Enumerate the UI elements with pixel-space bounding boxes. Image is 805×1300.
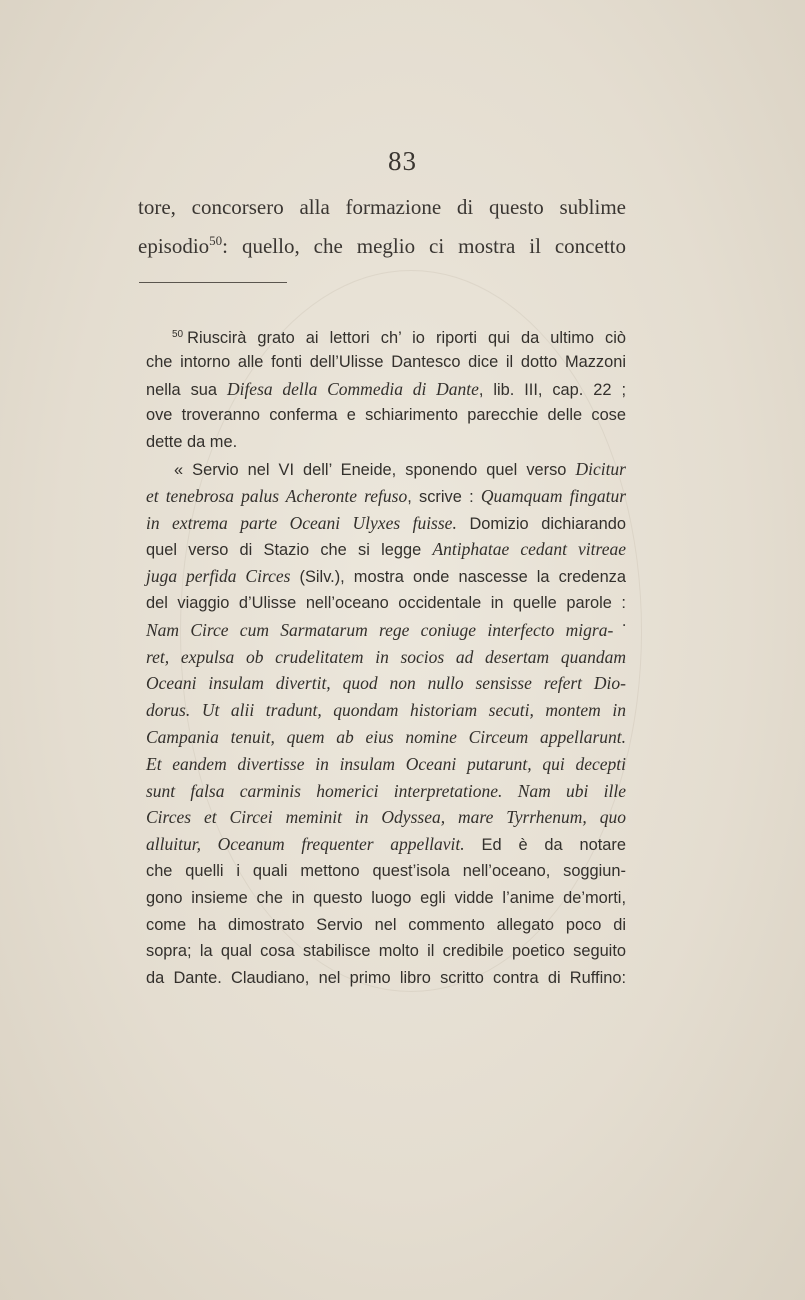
footnote-italic: Dicitur bbox=[575, 458, 626, 479]
footnote-fragment: Riuscirà grato ai lettori ch’ io riporti qui da ultimo ciò bbox=[187, 329, 626, 347]
page-number: 83 bbox=[388, 146, 417, 176]
footnote-line: ove troveranno conferma e schiarimento parecchie delle cose bbox=[146, 406, 626, 425]
footnote-fragment: quel verso di Stazio che si legge bbox=[146, 541, 433, 560]
footnote-line bbox=[146, 456, 626, 483]
footnote-italic-line: Circes et Circei meminit in Odyssea, mare Tyrrhenum, quo bbox=[146, 807, 626, 828]
footnote-separator bbox=[139, 282, 287, 283]
footnote-line bbox=[146, 376, 626, 403]
footnote-line: gono insieme che in questo luogo egli vidde l’anime de’morti, bbox=[146, 888, 626, 907]
footnote-italic-line: sunt falsa carminis homerici interpretatione. Nam ubi ille bbox=[146, 780, 626, 801]
footnote-fragment: , lib. III, cap. 22 ; bbox=[478, 380, 626, 399]
footnote-italic-line: Nam Circe cum Sarmatarum rege coniuge interfecto migra-˙ bbox=[146, 619, 626, 640]
footnote-italic-line: Et eandem divertisse in insulam Oceani putarunt, qui decepti bbox=[146, 753, 626, 774]
footnote-line: sopra; la qual cosa stabilisce molto il credibile poetico seguito bbox=[146, 942, 626, 961]
footnote-italic-line: Campania tenuit, quem ab eius nomine Circeum appellarunt. bbox=[146, 726, 626, 747]
footnote-italic-line: ret, expulsa ob crudelitatem in socios ad desertam quandam bbox=[146, 646, 626, 667]
footnote-line: che quelli i quali mettono quest’isola nell’oceano, soggiun- bbox=[146, 861, 626, 880]
footnote-marker: 50 bbox=[172, 329, 184, 340]
footnote-italic: Quamquam fingatur bbox=[480, 485, 626, 506]
footnote-fragment: , scrive : bbox=[407, 487, 481, 506]
footnote-reference: 50 bbox=[209, 233, 223, 248]
main-text-line: tore, concorsero alla formazione di questo sublime bbox=[138, 195, 626, 219]
footnote-italic-line: Oceani insulam divertit, quod non nullo sensisse refert Dio- bbox=[146, 673, 626, 694]
footnote-italic: et tenebrosa palus Acheronte refuso bbox=[146, 485, 408, 506]
footnote-fragment: (Silv.), mostra onde nascesse la credenza bbox=[290, 568, 626, 587]
footnote-line: dette da me. bbox=[146, 433, 238, 452]
main-text-fragment: : quello, che meglio ci mostra il concetto bbox=[222, 234, 626, 258]
footnote-italic: in extrema parte Oceani Ulyxes fuisse. bbox=[146, 512, 457, 533]
footnote-italic: alluitur, Oceanum frequenter appellavit. bbox=[146, 834, 465, 855]
footnote-line bbox=[146, 510, 626, 537]
footnote bbox=[146, 322, 626, 992]
main-text bbox=[138, 190, 626, 263]
main-text-fragment: episodio bbox=[138, 234, 210, 258]
footnote-line bbox=[146, 563, 626, 590]
footnote-line: del viaggio d’Ulisse nell’oceano occidentale in quelle parole : bbox=[146, 593, 626, 612]
footnote-fragment: Domizio dichiarando bbox=[456, 514, 626, 533]
footnote-italic: juga perfida Circes bbox=[146, 566, 291, 587]
footnote-line: che intorno alle fonti dell’Ulisse Dantesco dice il dotto Mazzoni bbox=[146, 352, 626, 371]
footnote-line bbox=[146, 536, 626, 563]
footnote-fragment: nella sua bbox=[146, 380, 227, 399]
footnote-line bbox=[146, 831, 626, 858]
footnote-line bbox=[146, 322, 626, 349]
footnote-line: come ha dimostrato Servio nel commento allegato poco di bbox=[146, 915, 626, 934]
footnote-fragment: Ed è da notare bbox=[464, 836, 626, 855]
main-text-line bbox=[138, 224, 626, 263]
footnote-italic-title: Difesa della Commedia di Dante bbox=[226, 378, 479, 399]
footnote-italic: Antiphatae cedant vitreae bbox=[432, 539, 626, 560]
footnote-line: da Dante. Claudiano, nel primo libro scritto contra di Ruffino: bbox=[146, 969, 626, 988]
footnote-line bbox=[146, 483, 626, 510]
footnote-fragment: « Servio nel VI dell’ Eneide, sponendo quel verso bbox=[174, 460, 576, 479]
footnote-italic-line: dorus. Ut alii tradunt, quondam historiam secuti, montem in bbox=[146, 700, 626, 721]
